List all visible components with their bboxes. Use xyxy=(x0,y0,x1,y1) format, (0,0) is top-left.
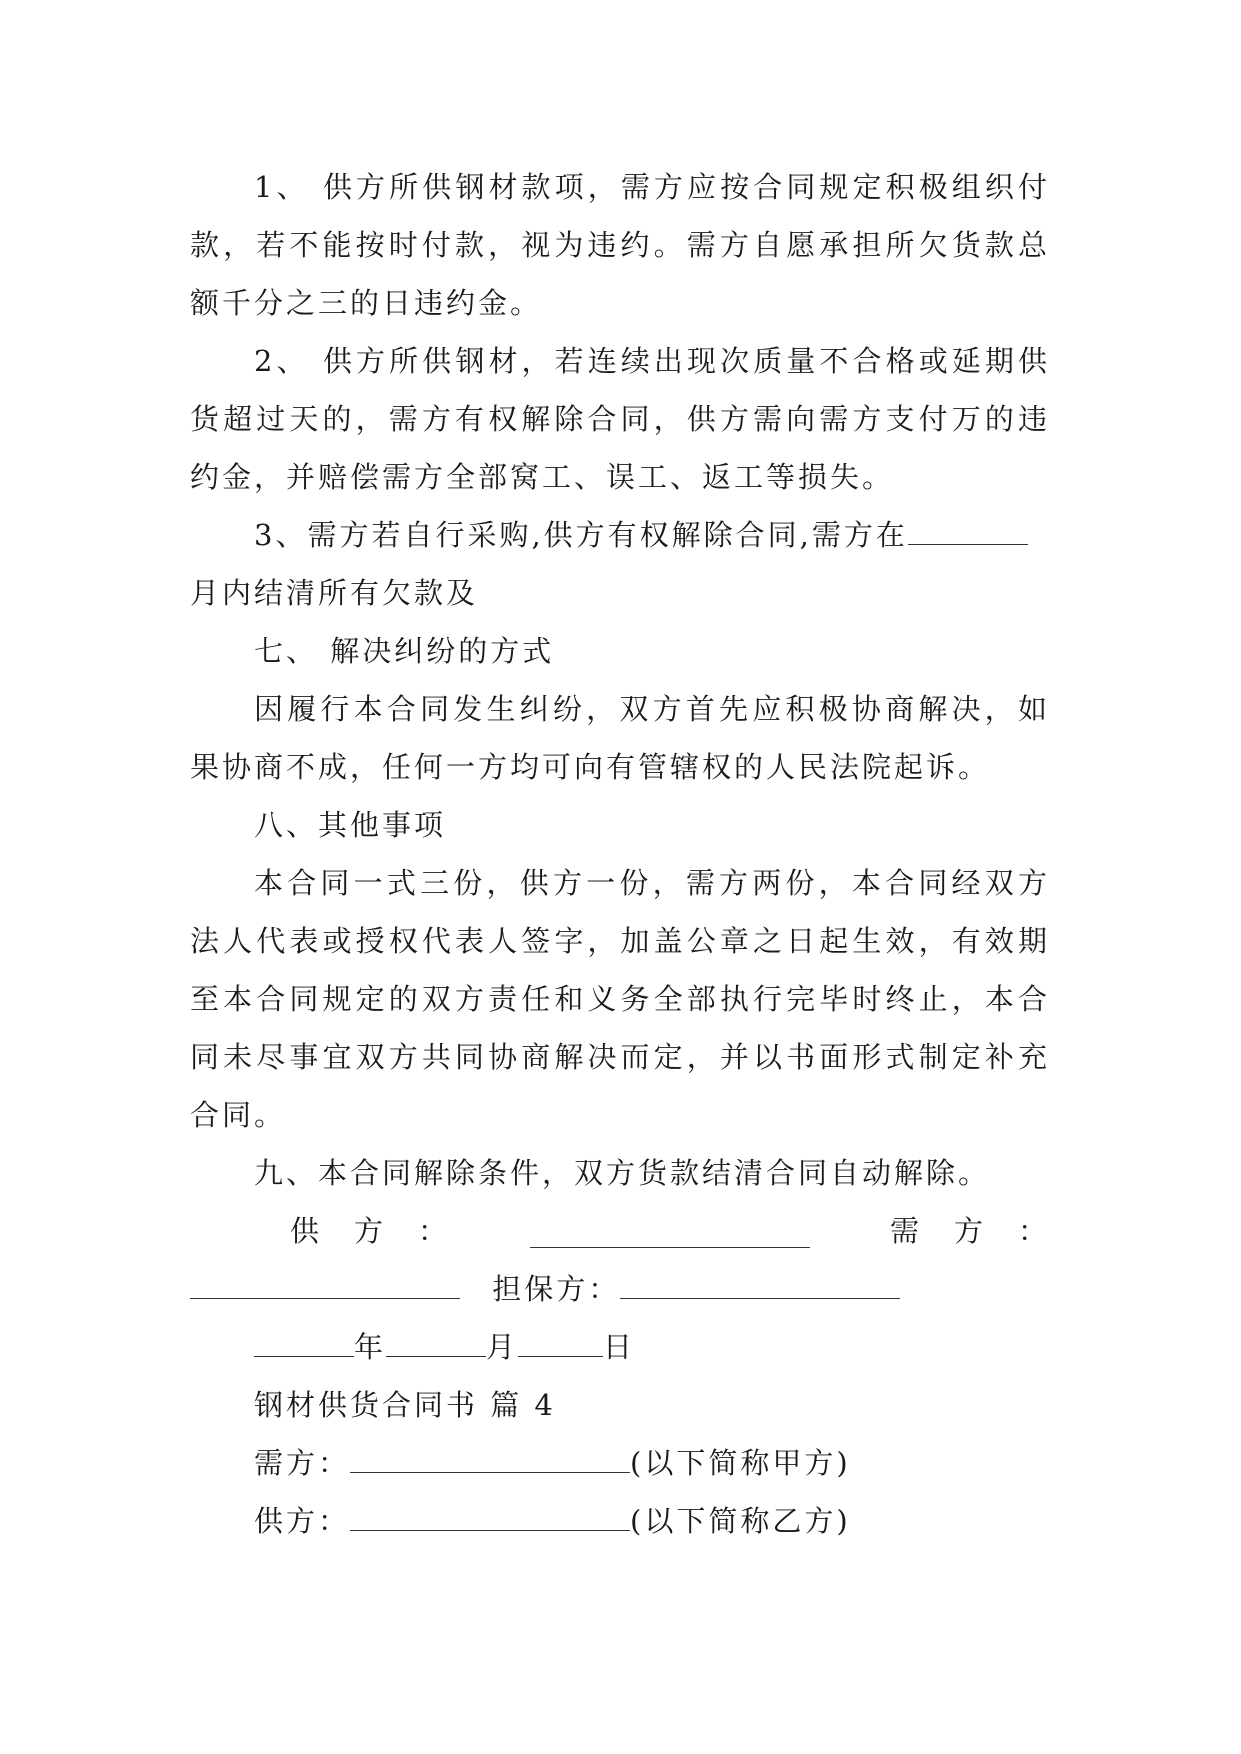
year-blank xyxy=(254,1324,354,1357)
day-blank xyxy=(518,1324,603,1357)
supplier-sign-blank xyxy=(530,1215,810,1248)
signature-row-1 xyxy=(190,1202,1050,1260)
month-label: 月 xyxy=(486,1330,519,1364)
contract-4-supplier-label: 供方： xyxy=(254,1504,351,1538)
buyer-sign-blank xyxy=(190,1266,460,1299)
clause-2: 2、 供方所供钢材，若连续出现次质量不合格或延期供货超过天的，需方有权解除合同，供方需向需方支付万的违约金，并赔偿需方全部窝工、误工、返工等损失。 xyxy=(190,344,1050,494)
section-7-body: 因履行本合同发生纠纷，双方首先应积极协商解决，如果协商不成，任何一方均可向有管辖权的人民法院起诉。 xyxy=(190,692,1050,784)
guarantor-label: 担保方： xyxy=(492,1272,621,1306)
signature-row-2 xyxy=(190,1260,1050,1318)
day-label: 日 xyxy=(603,1330,636,1364)
date-row xyxy=(190,1318,1050,1376)
contract-4-supplier-blank xyxy=(350,1498,630,1531)
year-label: 年 xyxy=(354,1330,387,1364)
contract-4-title: 钢材供货合同书 篇 4 xyxy=(254,1388,556,1422)
clause-3-text: 3、需方若自行采购,供方有权解除合同,需方在 xyxy=(254,518,908,552)
clause-3-line-1 xyxy=(190,506,1050,564)
contract-4-buyer-blank xyxy=(350,1440,630,1473)
guarantor-blank xyxy=(620,1266,900,1299)
clause-1: 1、 供方所供钢材款项，需方应按合同规定积极组织付款，若不能按时付款，视为违约。需方自愿承担所欠货款总额千分之三的日违约金。 xyxy=(190,170,1050,320)
buyer-sign-label: 需 方 ： xyxy=(889,1214,1050,1248)
clause-3-line-2: 月内结清所有欠款及 xyxy=(190,576,479,610)
section-8-heading: 八、其他事项 xyxy=(254,808,447,842)
contract-4-supplier-row xyxy=(190,1492,1050,1550)
section-7-heading: 七、 解决纠纷的方式 xyxy=(254,634,555,668)
contract-4-buyer-label: 需方： xyxy=(254,1446,351,1480)
contract-4-buyer-row xyxy=(190,1434,1050,1492)
section-9: 九、本合同解除条件，双方货款结清合同自动解除。 xyxy=(254,1156,991,1190)
contract-4-buyer-note: (以下简称甲方) xyxy=(630,1446,851,1480)
blank-months xyxy=(908,512,1028,545)
contract-4-supplier-note: (以下简称乙方) xyxy=(630,1504,851,1538)
supplier-sign-label: 供 方 ： xyxy=(290,1214,451,1248)
document-page xyxy=(190,158,1050,1550)
month-blank xyxy=(386,1324,486,1357)
section-8-body: 本合同一式三份，供方一份，需方两份，本合同经双方法人代表或授权代表人签字，加盖公章之日起生效，有效期至本合同规定的双方责任和义务全部执行完毕时终止，本合同未尽事宜双方共同协商解决而定，并以书面形式制定补充合同。 xyxy=(190,866,1050,1132)
